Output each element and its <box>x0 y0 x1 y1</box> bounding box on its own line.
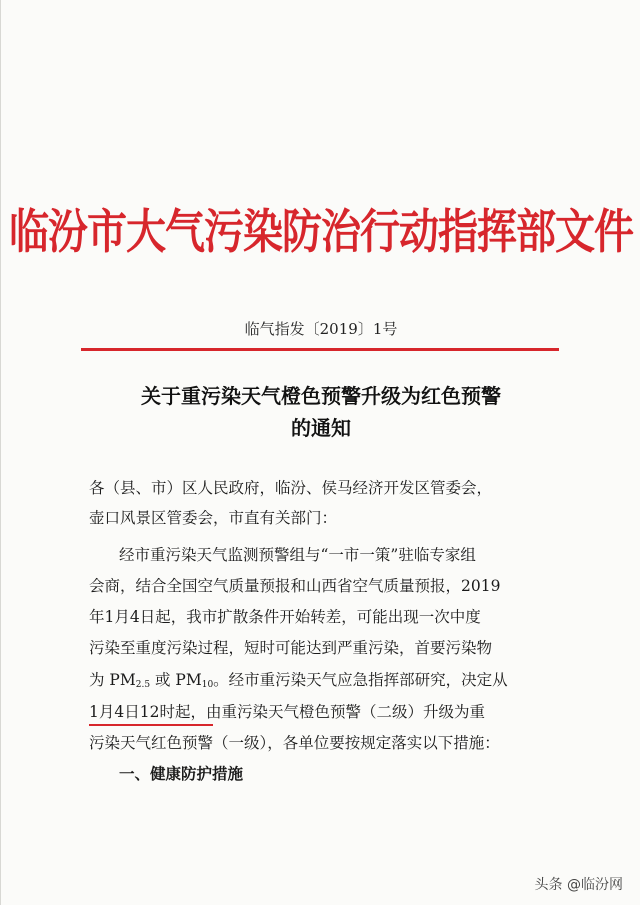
body-line-7 <box>89 668 508 690</box>
body-line-8-rest: ，由重污染天气橙色预警（二级）升级为重 <box>190 703 485 721</box>
notice-title-line1: 关于重污染天气橙色预警升级为红色预警 <box>141 384 501 408</box>
red-divider <box>81 348 559 351</box>
body-line-3: 经市重污染天气监测预警组与“一市一策”驻临专家组 <box>119 546 476 564</box>
body-line-1: 各（县、市）区人民政府，临汾、侯马经济开发区管委会， <box>89 479 493 497</box>
body-line-6: 污染至重度污染过程，短时可能达到严重污染，首要污染物 <box>89 639 493 657</box>
document-number: 临气指发〔2019〕1号 <box>244 320 398 338</box>
body-line-7-part-c: 。经市重污染天气应急指挥部研究，决定从 <box>213 671 508 689</box>
pm10-subscript: 10 <box>201 680 214 690</box>
body-line-2: 壶口风景区管委会，市直有关部门： <box>89 509 338 527</box>
body-line-8 <box>89 700 485 722</box>
body-line-7-part-b: 或 PM <box>150 671 202 689</box>
body-line-9: 污染天气红色预警（一级），各单位要按规定落实以下措施： <box>89 734 500 752</box>
body-line-4: 会商，结合全国空气质量预报和山西省空气质量预报，2019 <box>89 577 501 595</box>
header-title: 临汾市大气污染防治行动指挥部文件 <box>9 204 633 260</box>
highlighted-start-time: 1月4日12时起 <box>89 703 191 721</box>
body-line-5: 年1月4日起，我市扩散条件开始转差，可能出现一次中度 <box>89 608 481 626</box>
section-heading-health: 一、健康防护措施 <box>119 765 244 783</box>
start-time-underline <box>89 724 213 726</box>
pm25-subscript: 2.5 <box>135 680 151 690</box>
watermark: 头条 @临汾网 <box>534 877 623 893</box>
body-line-7-part-a: 为 PM <box>89 671 136 689</box>
notice-title-line2: 的通知 <box>291 416 351 440</box>
